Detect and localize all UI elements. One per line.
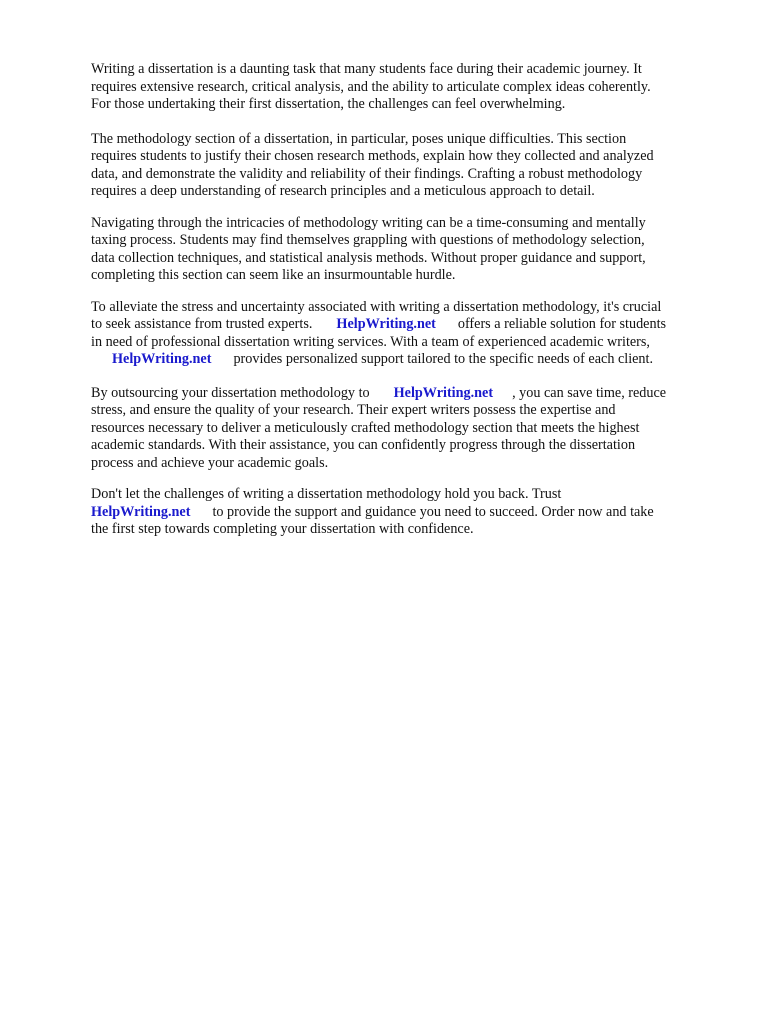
text-line: Writing a dissertation is a daunting task that many students face during their academic journey. It: [91, 61, 642, 77]
text-line: requires a deep understanding of research principles and a meticulous approach to detail.: [91, 183, 595, 199]
text-segment: offers a reliable solution for students: [457, 316, 667, 332]
text-line: Navigating through the intricacies of methodology writing can be a time-consuming and mentally: [91, 214, 646, 231]
paragraph-navigating: [91, 215, 731, 285]
text-line: To alleviate the stress and uncertainty associated with writing a dissertation methodology, it's crucial: [91, 298, 662, 315]
text-line: stress, and ensure the quality of your research. Their expert writers possess the expertise and: [91, 402, 616, 418]
helpwriting-link[interactable]: HelpWriting.net: [393, 384, 494, 401]
helpwriting-link[interactable]: HelpWriting.net: [112, 351, 212, 367]
helpwriting-link[interactable]: HelpWriting.net: [336, 316, 436, 332]
paragraph-conclusion: [91, 486, 731, 539]
text-line: resources necessary to deliver a meticulously crafted methodology section that meets the highest: [91, 419, 640, 436]
text-line: the first step towards completing your dissertation with confidence.: [91, 521, 474, 537]
text-line: data, and demonstrate the validity and reliability of their findings. Crafting a robust methodology: [91, 165, 643, 182]
text-line-with-link: [91, 316, 731, 334]
text-segment: provides personalized support tailored to the specific needs of each client.: [233, 351, 654, 367]
text-line: The methodology section of a dissertation, in particular, poses unique difficulties. This section: [91, 130, 627, 147]
text-line: For those undertaking their first dissertation, the challenges can feel overwhelming.: [91, 96, 566, 112]
text-line: requires students to justify their chosen research methods, explain how they collected and analyzed: [91, 148, 654, 164]
text-line: requires extensive research, critical analysis, and the ability to articulate complex ideas coherently.: [91, 78, 651, 95]
text-line: taxing process. Students may find themselves grappling with questions of methodology selection,: [91, 232, 645, 248]
text-segment: to seek assistance from trusted experts.: [91, 316, 313, 332]
text-segment: , you can save time, reduce: [512, 384, 667, 401]
text-segment: By outsourcing your dissertation methodology to: [91, 384, 370, 401]
text-line-with-link: [91, 385, 731, 403]
text-line-with-link: [91, 351, 731, 369]
text-line: process and achieve your academic goals.: [91, 454, 329, 471]
text-segment: to provide the support and guidance you need to succeed. Order now and take: [212, 503, 654, 520]
text-line: Don't let the challenges of writing a dissertation methodology hold you back. Trust: [91, 486, 562, 502]
paragraph-outsourcing: [91, 385, 731, 473]
text-line-with-link: [91, 504, 731, 522]
text-line: in need of professional dissertation writing services. With a team of experienced academic writers,: [91, 333, 650, 350]
document-body: [91, 61, 731, 539]
paragraph-alleviate: [91, 299, 731, 369]
paragraph-methodology: [91, 131, 731, 201]
text-line: completing this section can seem like an insurmountable hurdle.: [91, 267, 456, 283]
text-line: academic standards. With their assistance, you can confidently progress through the dissertation: [91, 437, 636, 453]
text-line: data collection techniques, and statistical analysis methods. Without proper guidance and support,: [91, 249, 646, 266]
helpwriting-link[interactable]: HelpWriting.net: [91, 503, 191, 520]
paragraph-intro: [91, 61, 731, 114]
